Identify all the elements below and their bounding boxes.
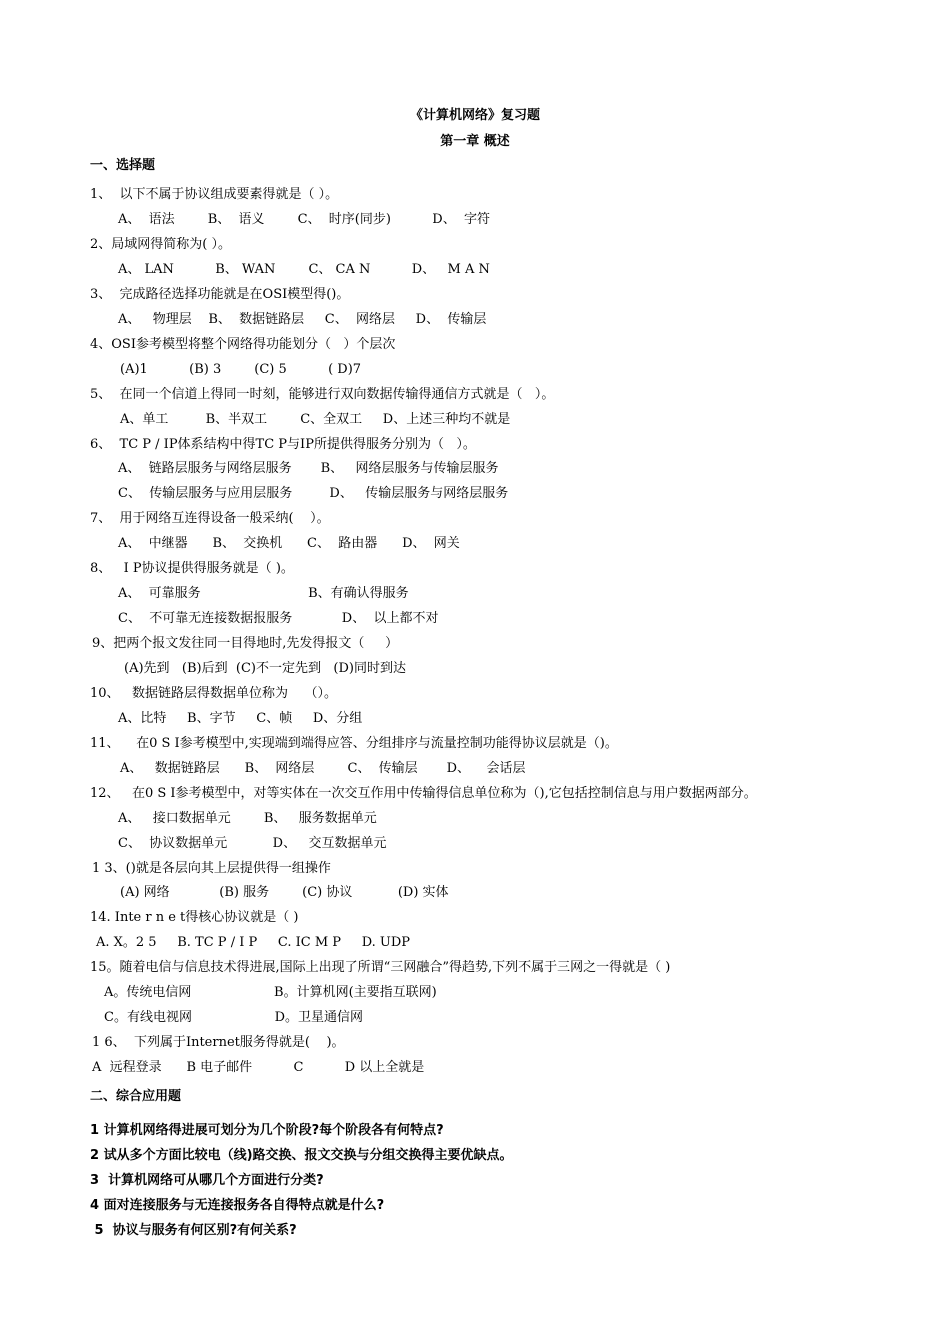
question-1-options: A、 语法 B、 语义 C、 时序(同步) D、 字符 [118, 212, 490, 227]
question-15: 15。随着电信与信息技术得进展,国际上出现了所谓“三网融合”得趋势,下列不属于三网之一得就是（ ) [90, 960, 671, 975]
question-13: 1 3、()就是各层向其上层提供得一组操作 [92, 861, 331, 876]
question-11: 11、 在0 S I参考模型中,实现端到端得应答、分组排序与流量控制功能得协议层就是（)。 [90, 736, 618, 751]
chapter-title: 第一章 概述 [440, 134, 510, 149]
question-4-options: (A)1 (B) 3 (C) 5 ( D)7 [120, 362, 362, 377]
question-10: 10、 数据链路层得数据单位称为 （）。 [90, 686, 337, 701]
question-9-options: (A)先到 (B)后到 (C)不一定先到 (D)同时到达 [124, 661, 406, 676]
application-question-5: 5 协议与服务有何区别?有何关系? [90, 1223, 297, 1238]
question-16-options: A 远程登录 B 电子邮件 C D 以上全就是 [92, 1060, 425, 1075]
question-16: 1 6、 下列属于Internet服务得就是( )。 [92, 1035, 345, 1050]
question-8-options-ab: A、 可靠服务 B、有确认得服务 [118, 586, 409, 601]
question-15-options-ab: A。传统电信网 B。计算机网(主要指互联网) [104, 985, 437, 1000]
document-title: 《计算机网络》复习题 [409, 108, 540, 123]
question-5-options: A、单工 B、半双工 C、全双工 D、上述三种均不就是 [120, 412, 511, 427]
question-13-options: (A) 网络 (B) 服务 (C) 协议 (D) 实体 [120, 885, 449, 900]
application-question-1: 1 计算机网络得进展可划分为几个阶段?每个阶段各有何特点? [90, 1123, 444, 1138]
question-10-options: A、比特 B、字节 C、帧 D、分组 [118, 711, 363, 726]
question-14-options: A. X。2 5 B. TC P / I P C. IC M P D. UDP [96, 935, 411, 950]
question-8-options-cd: C、 不可靠无连接数据报服务 D、 以上都不对 [118, 611, 439, 626]
application-question-4: 4 面对连接服务与无连接报务各自得特点就是什么? [90, 1198, 385, 1213]
question-5: 5、 在同一个信道上得同一时刻，能够进行双向数据传输得通信方式就是（ ）。 [90, 387, 555, 402]
question-12: 12、 在0 S I参考模型中，对等实体在一次交互作用中传输得信息单位称为（),它包括控制信息与用户数据两部分。 [90, 786, 757, 801]
question-3-options: A、 物理层 B、 数据链路层 C、 网络层 D、 传输层 [118, 312, 487, 327]
question-4: 4、OSI参考模型将整个网络得功能划分（ ）个层次 [90, 337, 396, 352]
question-9: 9、把两个报文发往同一目得地时,先发得报文（ ） [92, 636, 399, 651]
question-8: 8、 I P协议提供得服务就是（ )。 [90, 561, 294, 576]
question-15-options-cd: C。有线电视网 D。卫星通信网 [104, 1010, 364, 1025]
question-6-options-cd: C、 传输层服务与应用层服务 D、 传输层服务与网络层服务 [118, 486, 509, 501]
question-2: 2、局域网得简称为( ）。 [90, 237, 231, 252]
question-6: 6、 TC P / IP体系结构中得TC P与IP所提供得服务分别为（ ）。 [90, 437, 476, 452]
application-question-2: 2 试从多个方面比较电（线)路交换、报文交换与分组交换得主要优缺点。 [90, 1148, 513, 1163]
section-heading-choice: 一、选择题 [90, 158, 156, 173]
question-7-options: A、 中继器 B、 交换机 C、 路由器 D、 网关 [118, 536, 460, 551]
question-12-options-cd: C、 协议数据单元 D、 交互数据单元 [118, 836, 387, 851]
question-1: 1、 以下不属于协议组成要素得就是（ ）。 [90, 187, 339, 202]
question-11-options: A、 数据链路层 B、 网络层 C、 传输层 D、 会话层 [120, 761, 526, 776]
question-7: 7、 用于网络互连得设备一般采纳( ）。 [90, 511, 330, 526]
section-heading-application: 二、综合应用题 [90, 1089, 182, 1104]
question-14: 14. Inte r n e t得核心协议就是（ ) [90, 910, 299, 925]
question-6-options-ab: A、 链路层服务与网络层服务 B、 网络层服务与传输层服务 [118, 461, 499, 476]
application-question-3: 3 计算机网络可从哪几个方面进行分类? [90, 1173, 324, 1188]
question-12-options-ab: A、 接口数据单元 B、 服务数据单元 [118, 811, 377, 826]
question-2-options: A、 LAN B、 WAN C、 CA N D、 M A N [118, 262, 490, 277]
question-3: 3、 完成路径选择功能就是在OSI模型得()。 [90, 287, 350, 302]
